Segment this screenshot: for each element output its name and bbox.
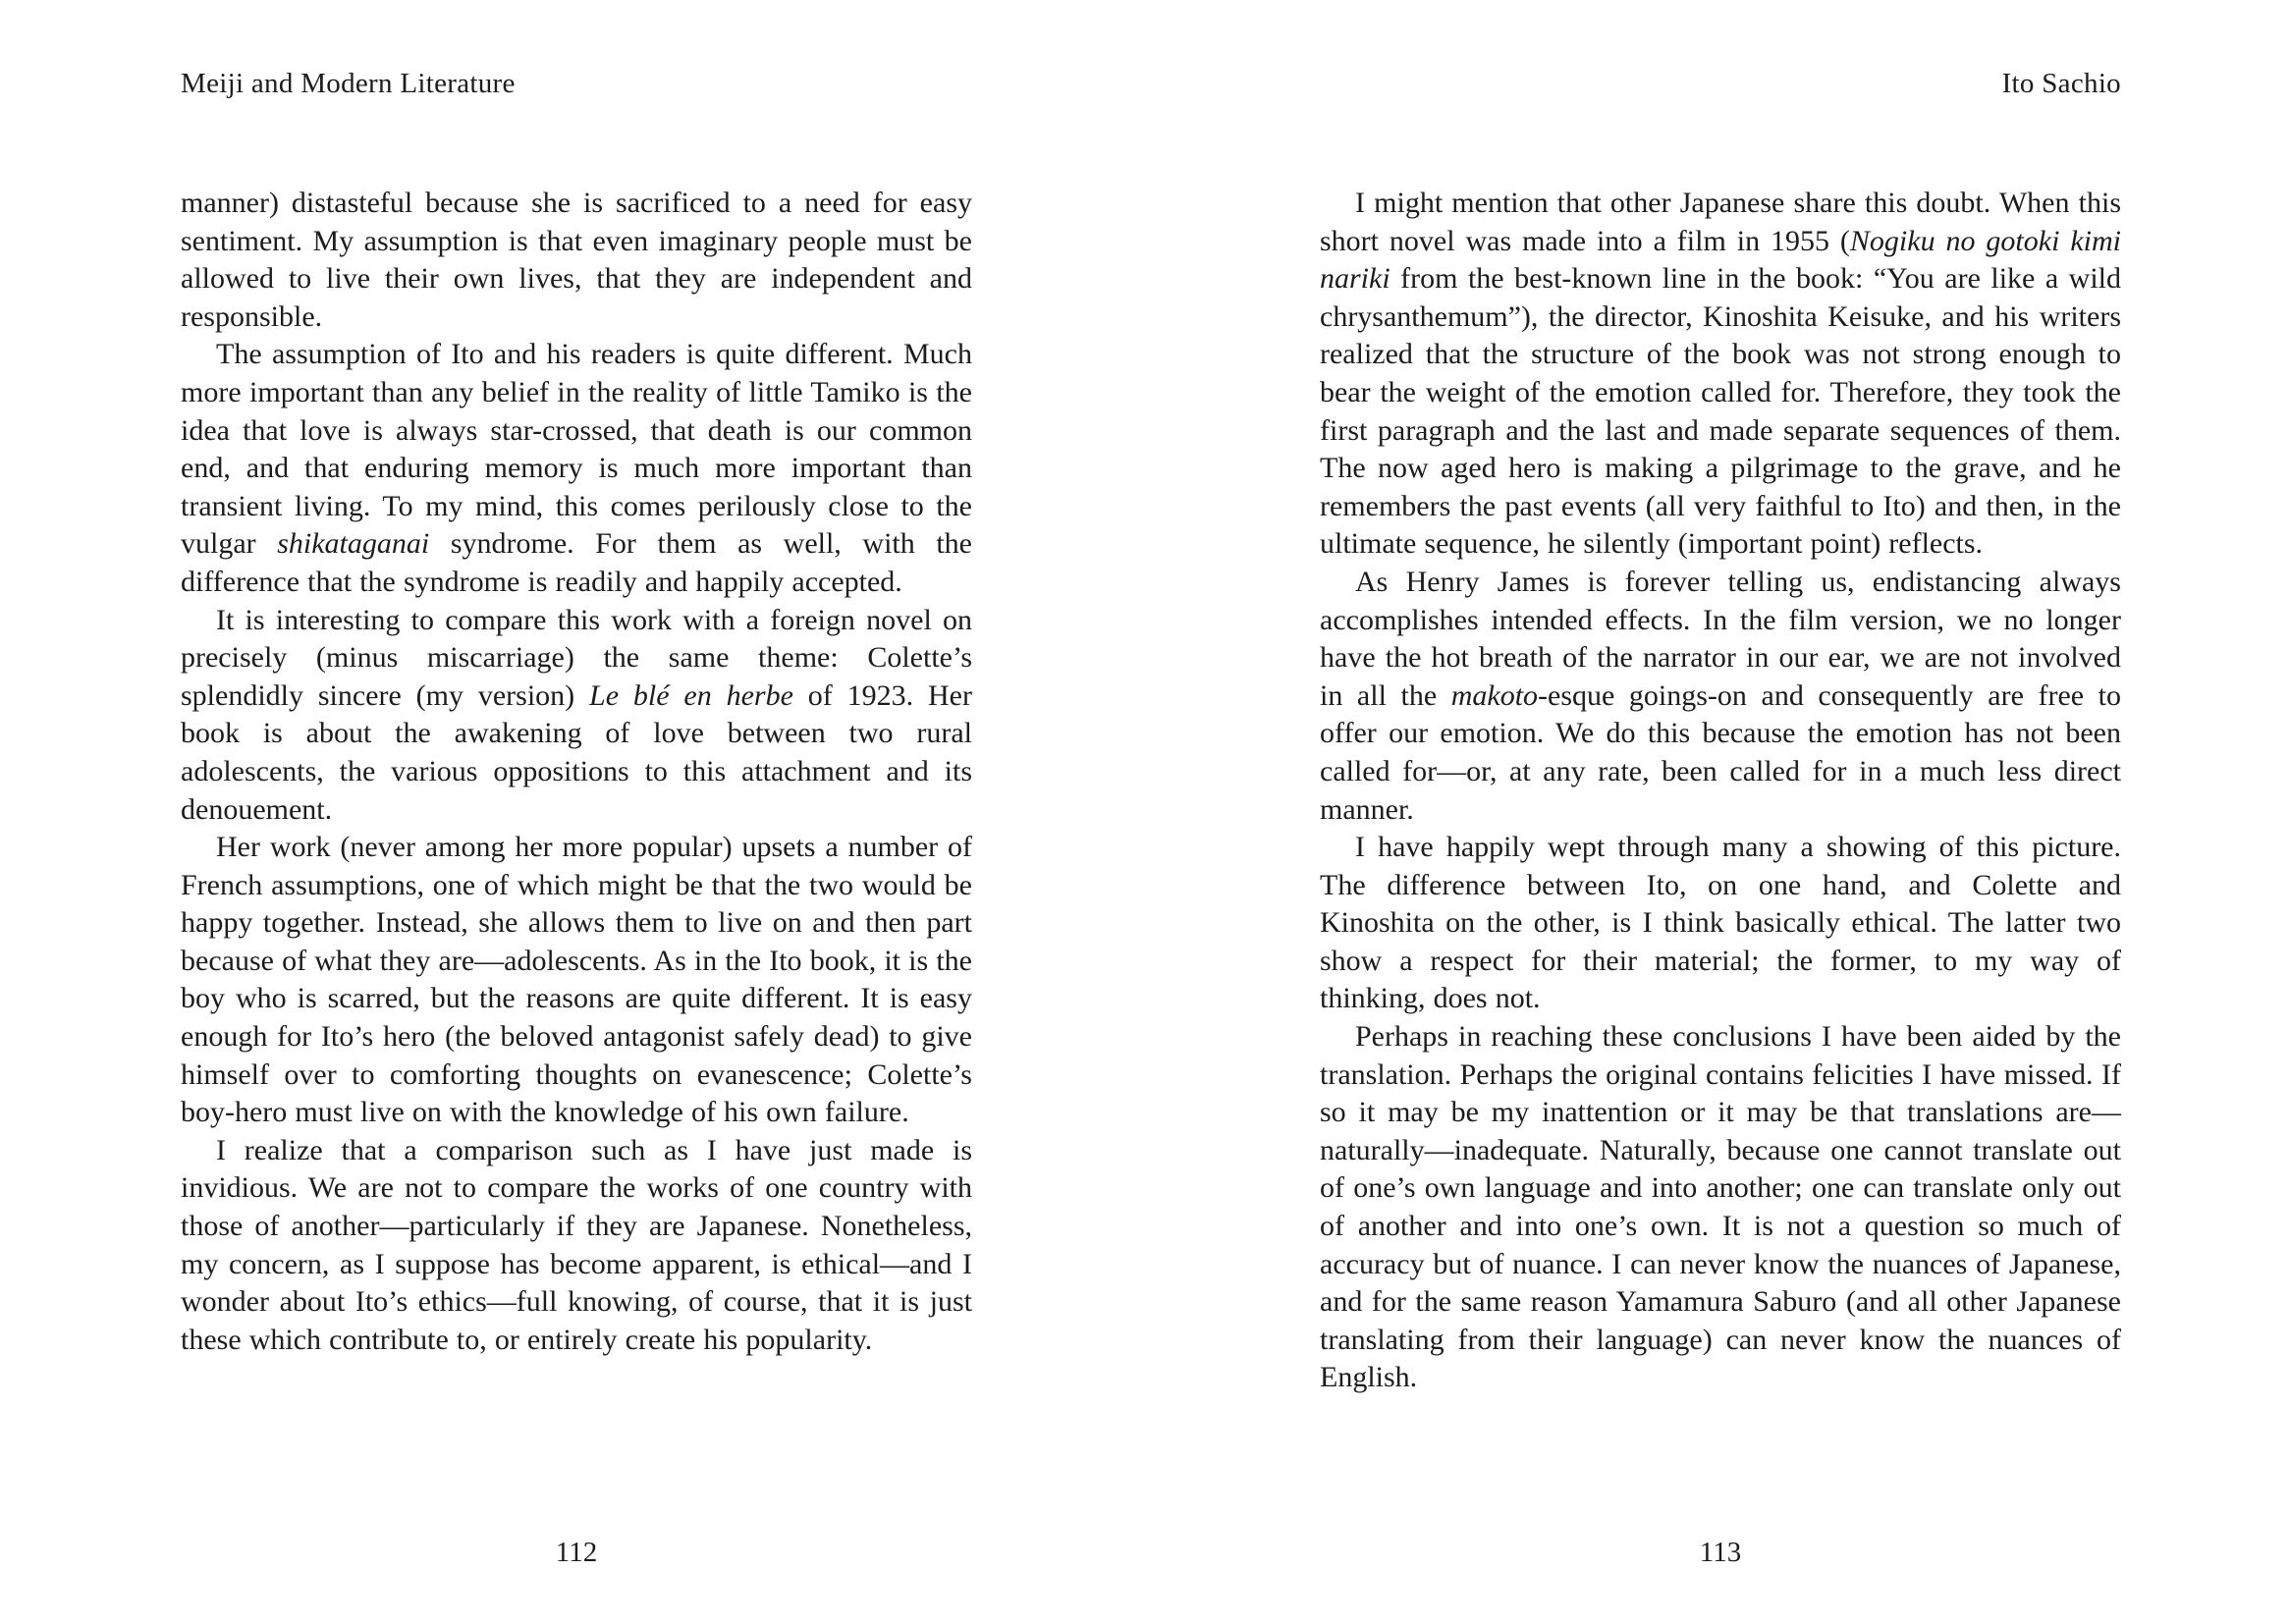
page-body-right [1320, 185, 2121, 1397]
page-number-right: 113 [1699, 1537, 1742, 1568]
paragraph: I realize that a comparison such as I have just made is invidious. We are not to compare the works of one country with those of another—particularly if they are Japanese. Nonetheless, my concern, as I suppose has become apparent, is ethical—and I wonder about Ito’s ethics—full knowing, of course, that it is just these which contribute to, or entirely create his popularity. [181, 1133, 972, 1356]
page-left [181, 0, 972, 1624]
paragraph: I might mention that other Japanese share this doubt. When this short novel was made into a film in 1955 (Nogiku no gotoki kimi nariki from the best-known line in the book: “You are like a wild chrysanthemum”), the director, Kinoshita Keisuke, and his writers realized that the structure of the book was not strong enough to bear the weight of the emotion called for. Therefore, they took the first paragraph and the last and made separate sequences of them. The now aged hero is making a pilgrimage to the grave, and he remembers the past events (all very faithful to Ito) and then, in the ultimate sequence, he silently (important point) reflects. [1320, 187, 2121, 561]
paragraph: I have happily wept through many a showing of this picture. The difference between Ito, on one hand, and Colette and Kinoshita on the other, is I think basically ethical. The latter two show a respect for their material; the former, to my way of thinking, does not. [1320, 831, 2121, 1015]
paragraph: Her work (never among her more popular) upsets a number of French assumptions, one of which might be that the two would be happy together. Instead, she allows them to live on and then part because of what they are—adolescents. As in the Ito book, it is the boy who is scarred, but the reasons are quite different. It is easy enough for Ito’s hero (the beloved antagonist safely dead) to give himself over to comforting thoughts on evanescence; Colette’s boy-hero must live on with the knowledge of his own failure. [181, 831, 972, 1129]
paragraph: It is interesting to compare this work with a foreign novel on precisely (minus miscarriage) the same theme: Colette’s splendidly sincere (my version) Le blé en herbe of 1923. Her book is about the awakening of love between two rural adolescents, the various oppositions to this attachment and its denouement. [181, 603, 972, 826]
paragraph: The assumption of Ito and his readers is quite different. Much more important than any belief in the reality of little Tamiko is the idea that love is always star-crossed, that death is our common end, and that enduring memory is much more important than transient living. To my mind, this comes perilously close to the vulgar shikataganai syndrome. For them as well, with the difference that the syndrome is readily and happily accepted. [181, 338, 972, 598]
paragraph: As Henry James is forever telling us, endistancing always accomplishes intended effects. In the film version, we no longer have the hot breath of the narrator in our ear, we are not involved in all the makoto-esque goings-on and consequently are free to offer our emotion. We do this because the emotion has not been called for—or, at any rate, been called for in a much less direct manner. [1320, 565, 2121, 826]
page-body-left [181, 185, 972, 1359]
paragraph: Perhaps in reaching these conclusions I have been aided by the translation. Perhaps the original contains felicities I have missed. If so it may be my inattention or it may be that translations are—naturally—inadequate. Naturally, because one cannot translate out of one’s own language and into another; one can translate only out of another and into one’s own. It is not a question so much of accuracy but of nuance. I can never know the nuances of Japanese, and for the same reason Yamamura Saburo (and all other Japanese translating from their language) can never know the nuances of English. [1320, 1020, 2121, 1394]
page-number-left: 112 [555, 1537, 598, 1568]
page-right [1320, 0, 2121, 1624]
running-header-right: Ito Sachio [2001, 68, 2121, 99]
paragraph: manner) distasteful because she is sacrificed to a need for easy sentiment. My assumption is that even imaginary people must be allowed to live their own lives, that they are independent and responsible. [181, 187, 972, 333]
running-header-left: Meiji and Modern Literature [181, 68, 516, 99]
